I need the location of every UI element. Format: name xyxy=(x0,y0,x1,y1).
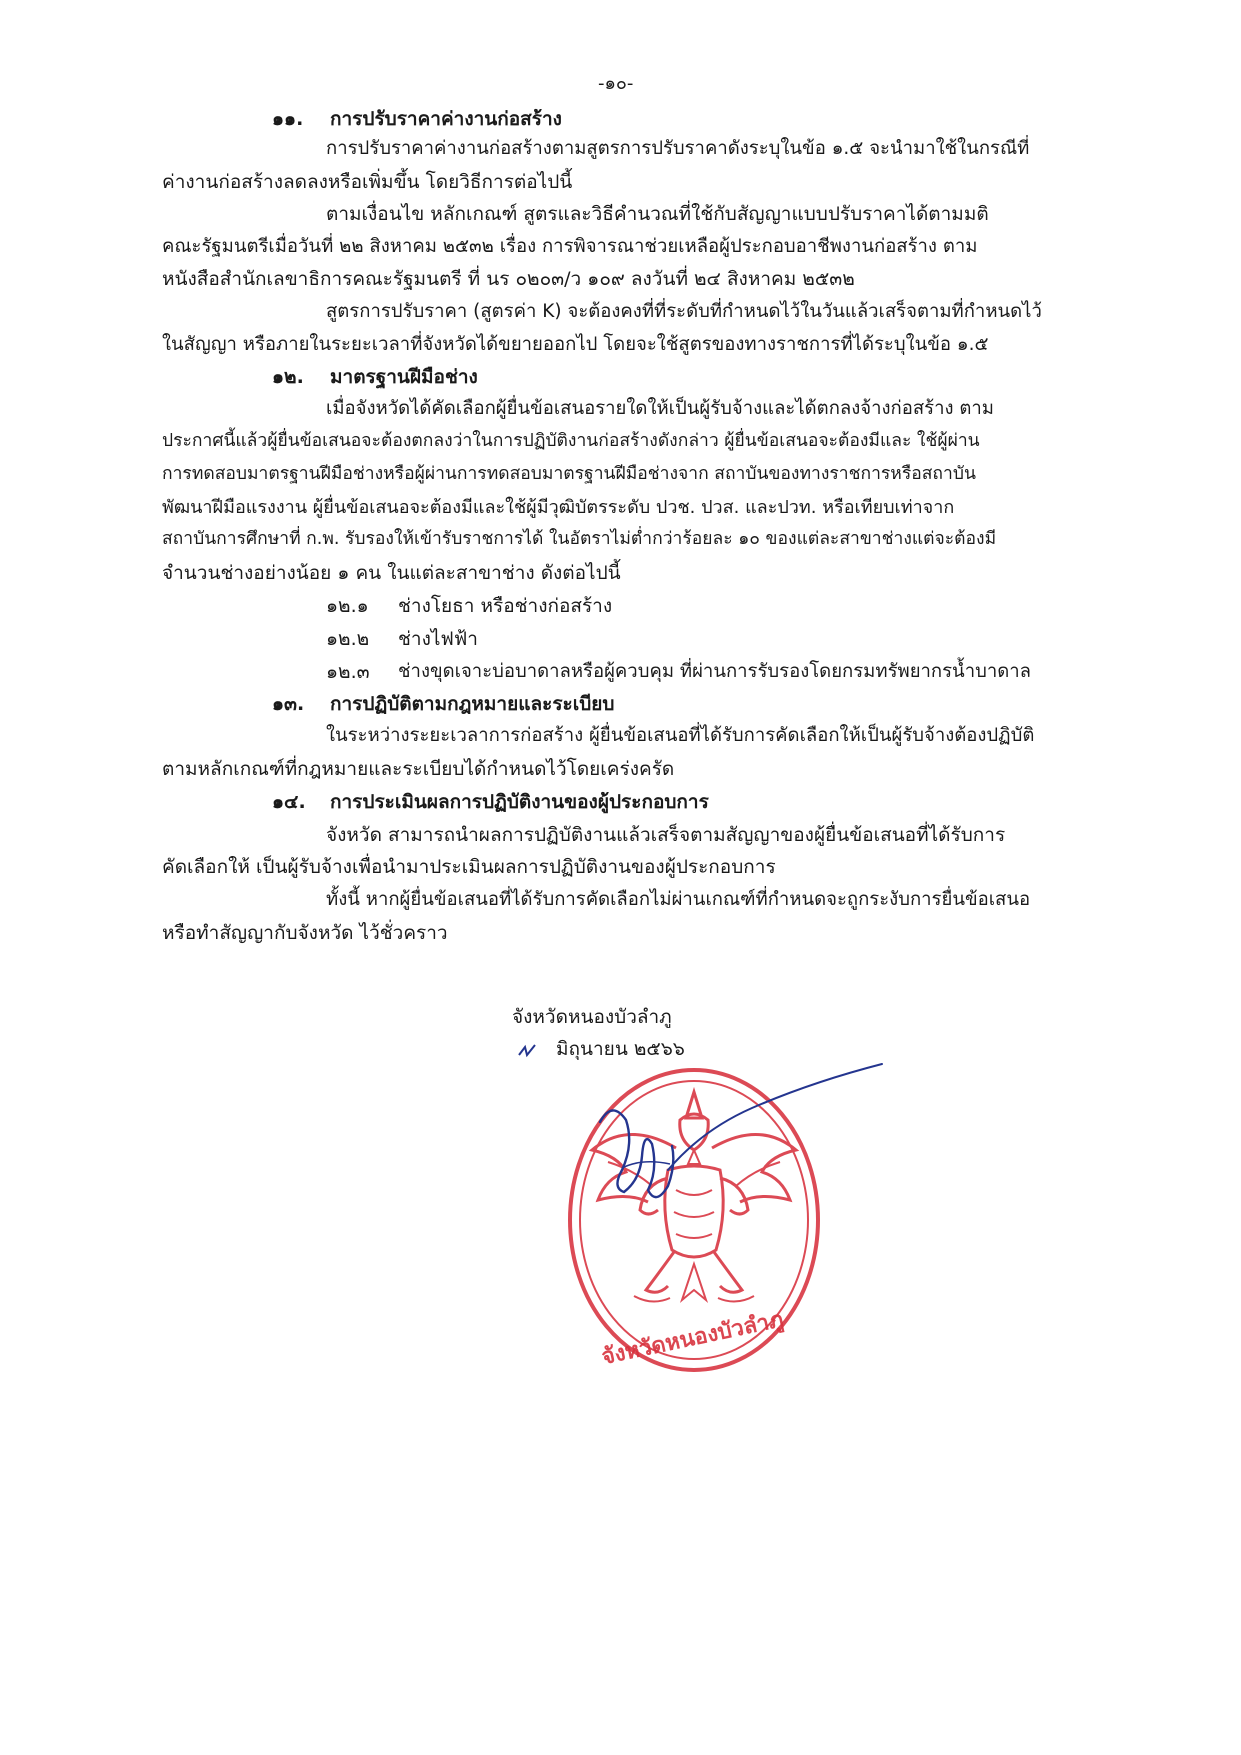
section-12-heading: มาตรฐานฝีมือช่าง xyxy=(330,366,478,388)
section-13-number: ๑๓. xyxy=(272,693,305,715)
section-11-line: คณะรัฐมนตรีเมื่อวันที่ ๒๒ สิงหาคม ๒๕๓๒ เรื่อง การพิจารณาช่วยเหลือผู้ประกอบอาชีพงานก่อสร้าง ตาม xyxy=(162,236,978,257)
section-11-line: ค่างานก่อสร้างลดลงหรือเพิ่มขึ้น โดยวิธีการต่อไปนี้ xyxy=(162,171,573,193)
section-13-line: ตามหลักเกณฑ์ที่กฎหมายและระเบียบได้กำหนดไว้โดยเคร่งครัด xyxy=(162,758,675,780)
section-12-item-number: ๑๒.๒ xyxy=(326,628,370,650)
section-12-number: ๑๒. xyxy=(272,366,304,388)
section-12-item-text: ช่างขุดเจาะบ่อบาดาลหรือผู้ควบคุม ที่ผ่านการรับรองโดยกรมทรัพยากรน้ำบาดาล xyxy=(398,661,1031,682)
section-12-line: สถาบันการศึกษาที่ ก.พ. รับรองให้เข้ารับราชการได้ ในอัตราไม่ต่ำกว่าร้อยละ ๑๐ ของแต่ละสาขาช่างแต่จะต้องมี xyxy=(162,529,997,549)
page-number: -๑๐- xyxy=(598,73,634,94)
section-12-item-number: ๑๒.๑ xyxy=(326,595,369,617)
signature-organization: จังหวัดหนองบัวลำภู xyxy=(512,1006,672,1028)
section-12-item-text: ช่างโยธา หรือช่างก่อสร้าง xyxy=(398,595,613,617)
section-12-line: เมื่อจังหวัดได้คัดเลือกผู้ยื่นข้อเสนอรายใดให้เป็นผู้รับจ้างและได้ตกลงจ้างก่อสร้าง ตาม xyxy=(326,398,994,419)
section-14-line: ทั้งนี้ หากผู้ยื่นข้อเสนอที่ได้รับการคัดเลือกไม่ผ่านเกณฑ์ที่กำหนดจะถูกระงับการยื่นข้อเสนอ xyxy=(326,889,1031,910)
section-14-line: หรือทำสัญญากับจังหวัด ไว้ชั่วคราว xyxy=(162,922,448,944)
section-11-line: ตามเงื่อนไข หลักเกณฑ์ สูตรและวิธีคำนวณที่ใช้กับสัญญาแบบปรับราคาได้ตามมติ xyxy=(326,203,989,225)
seal-text: จังหวัดหนองบัวลำภู xyxy=(599,1307,786,1371)
section-13-heading: การปฏิบัติตามกฎหมายและระเบียบ xyxy=(330,693,615,715)
section-14-heading: การประเมินผลการปฏิบัติงานของผู้ประกอบการ xyxy=(330,791,709,813)
section-14-number: ๑๔. xyxy=(272,791,306,813)
section-14-line: จังหวัด สามารถนำผลการปฏิบัติงานแล้วเสร็จตามสัญญาของผู้ยื่นข้อเสนอที่ได้รับการ xyxy=(326,824,1006,846)
section-11-heading: การปรับราคาค่างานก่อสร้าง xyxy=(330,108,562,130)
handwritten-signature xyxy=(582,1060,902,1220)
section-11-number: ๑๑. xyxy=(272,108,304,130)
signature-date: มิถุนายน ๒๕๖๖ xyxy=(556,1038,685,1060)
section-12-line: การทดสอบมาตรฐานฝีมือช่างหรือผู้ผ่านการทดสอบมาตรฐานฝีมือช่างจาก สถาบันของทางราชการหรือสถาบัน xyxy=(162,464,976,484)
section-12-line: พัฒนาฝีมือแรงงาน ผู้ยื่นข้อเสนอจะต้องมีและใช้ผู้มีวุฒิบัตรระดับ ปวช. ปวส. และปวท. หรือเทียบเท่าจาก xyxy=(162,497,955,518)
section-11-line: การปรับราคาค่างานก่อสร้างตามสูตรการปรับราคาดังระบุในข้อ ๑.๕ จะนำมาใช้ในกรณีที่ xyxy=(326,138,1030,159)
section-13-line: ในระหว่างระยะเวลาการก่อสร้าง ผู้ยื่นข้อเสนอที่ได้รับการคัดเลือกให้เป็นผู้รับจ้างต้องปฏิบัติ xyxy=(326,725,1035,746)
section-11-line: สูตรการปรับราคา (สูตรค่า K) จะต้องคงที่ที่ระดับที่กำหนดไว้ในวันแล้วเสร็จตามที่กำหนดไว้ xyxy=(326,301,1042,322)
section-12-line: ประกาศนี้แล้วผู้ยื่นข้อเสนอจะต้องตกลงว่าในการปฏิบัติงานก่อสร้างดังกล่าว ผู้ยื่นข้อเสนอจะต้องมีและ ใช้ผู้ผ่าน xyxy=(162,431,980,451)
section-11-line: หนังสือสำนักเลขาธิการคณะรัฐมนตรี ที่ นร ๐๒๐๓/ว ๑๐๙ ลงวันที่ ๒๔ สิงหาคม ๒๕๓๒ xyxy=(162,268,855,290)
section-12-item-number: ๑๒.๓ xyxy=(326,661,370,683)
section-11-line: ในสัญญา หรือภายในระยะเวลาที่จังหวัดได้ขยายออกไป โดยจะใช้สูตรของทางราชการที่ได้ระบุในข้อ ๑.๕ xyxy=(162,334,989,355)
initial-mark-icon xyxy=(517,1041,543,1061)
section-14-line: คัดเลือกให้ เป็นผู้รับจ้างเพื่อนำมาประเมินผลการปฏิบัติงานของผู้ประกอบการ xyxy=(162,856,776,878)
section-12-line: จำนวนช่างอย่างน้อย ๑ คน ในแต่ละสาขาช่าง ดังต่อไปนี้ xyxy=(162,562,621,584)
section-12-item-text: ช่างไฟฟ้า xyxy=(398,628,478,650)
